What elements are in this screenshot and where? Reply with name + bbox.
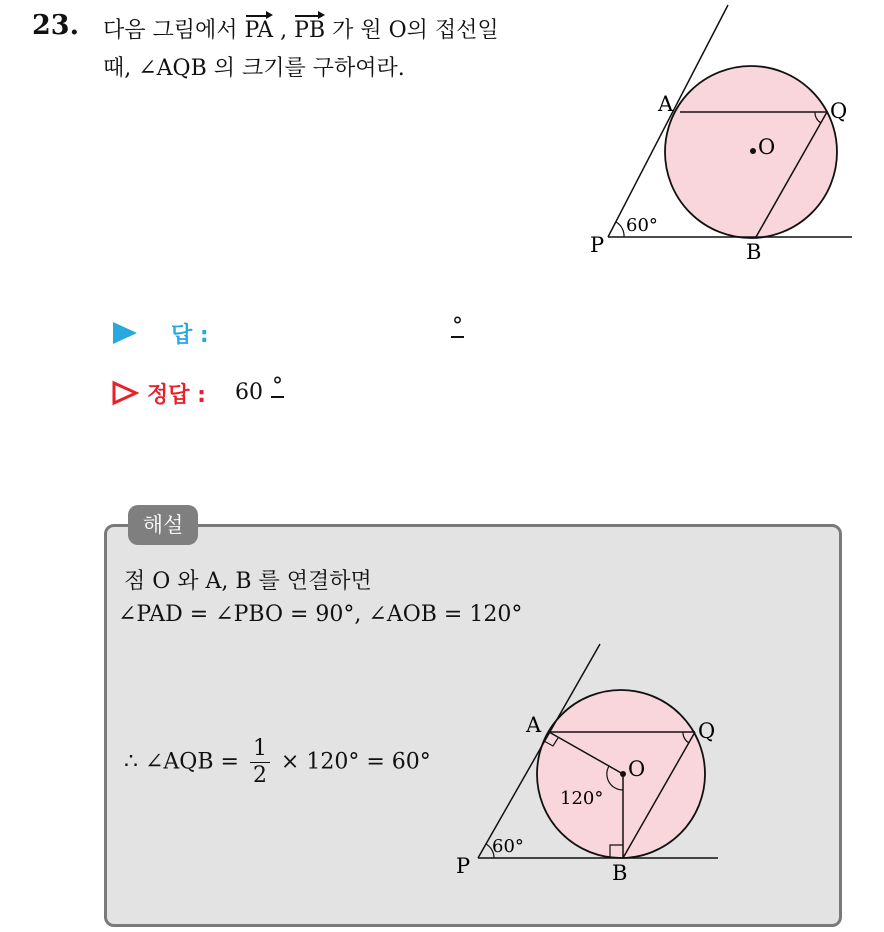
label-o: O [758,135,776,159]
label-angle-60-2: 60° [492,836,524,857]
label-a-2: A [526,713,542,737]
label-b-2: B [612,861,628,885]
solution-tab: 해설 [128,505,198,545]
center-o-dot-2 [620,771,626,777]
angle-p-mark [616,222,624,237]
vector-pb: PB [294,12,325,50]
solution-line-1: 점 O 와 A, B 를 연결하면 [124,569,372,594]
answer-blank-unit[interactable]: ° [452,314,463,339]
question-line-1: 다음 그림에서 PA , PB 가 원 O의 접선일 [103,12,499,50]
answer-triangle-icon [111,320,139,346]
correct-answer-row [111,376,411,410]
answer-row [111,316,491,350]
label-o-2: O [628,757,646,781]
vector-pa: PA [245,12,274,50]
label-p: P [590,233,605,257]
figure-2-solution-diagram [450,640,730,885]
correct-value: 60 [235,380,263,405]
center-o-dot [750,148,756,154]
solution-line-3: ∴ ∠AQB = $\frac{1}{2}$ × 120° = 60° [124,736,431,788]
correct-triangle-icon [111,380,139,406]
label-q-2: Q [698,719,716,743]
answer-label: 답 : [171,323,209,348]
label-b: B [746,240,762,264]
label-p-2: P [456,854,471,878]
label-a: A [658,92,674,116]
fraction-one-half: $\frac{1}{2}$ [250,736,270,789]
figure-1-tangent-diagram [580,0,870,275]
correct-unit: ° [272,374,283,399]
correct-label: 정답 : [147,383,206,408]
question-line-2: 때, ∠AQB 의 크기를 구하여라. [103,56,405,81]
label-angle-60: 60° [626,215,658,236]
question-number: 23. [32,10,79,41]
label-q: Q [830,99,848,123]
solution-line-2: ∠PAD = ∠PBO = 90°, ∠AOB = 120° [118,602,523,627]
label-angle-120: 120° [560,788,604,809]
question-text [103,12,499,88]
